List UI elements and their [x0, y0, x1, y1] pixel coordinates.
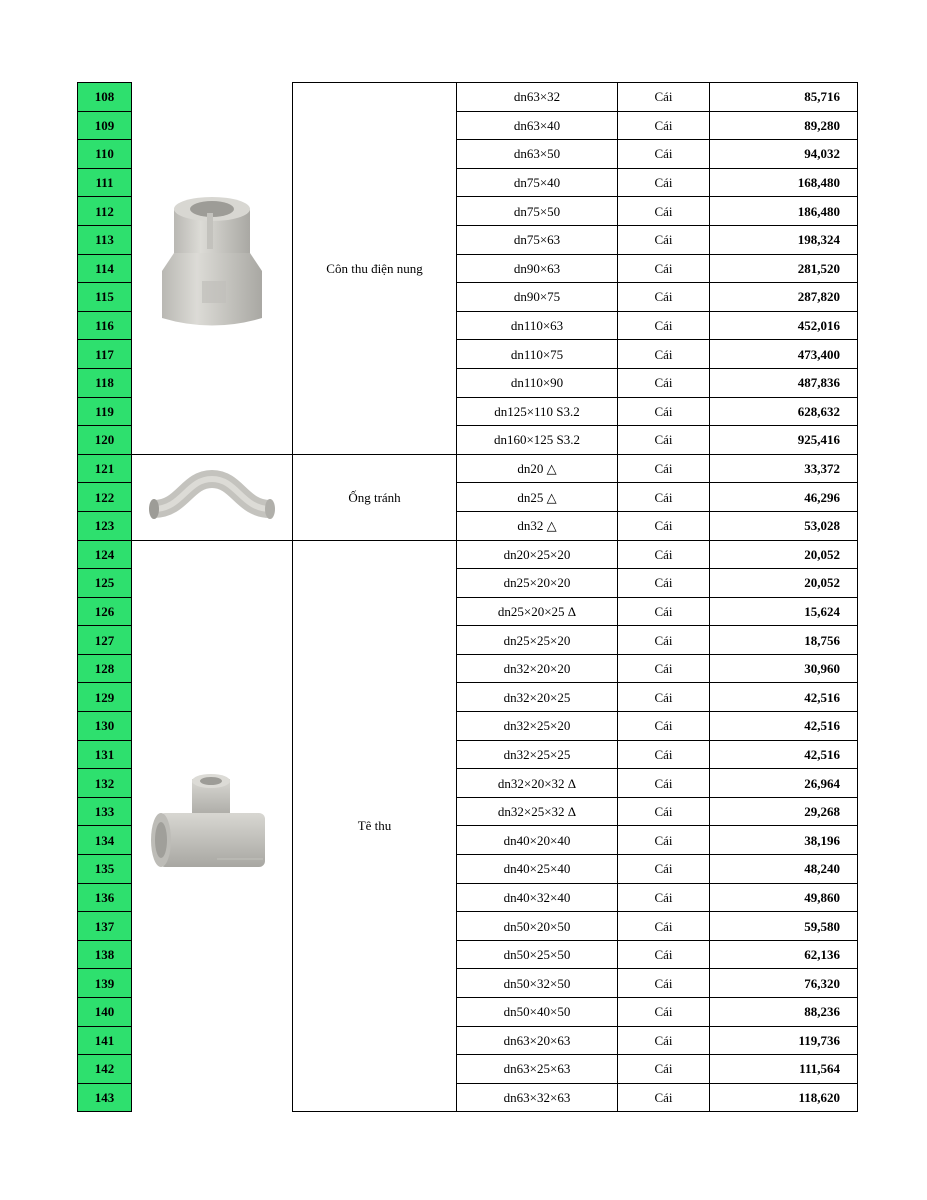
row-number: 116: [78, 311, 132, 340]
price-table: [77, 82, 858, 1112]
spec-cell: dn110×90: [457, 368, 618, 397]
row-number: 111: [78, 168, 132, 197]
product-image: [132, 454, 293, 540]
unit-cell: Cái: [618, 883, 710, 912]
spec-cell: dn32×25×25: [457, 740, 618, 769]
spec-cell: dn32 △: [457, 511, 618, 540]
unit-cell: Cái: [618, 569, 710, 598]
spec-cell: dn110×63: [457, 311, 618, 340]
price-cell: 26,964: [710, 769, 858, 798]
unit-cell: Cái: [618, 111, 710, 140]
product-name: Ống tránh: [293, 454, 457, 540]
row-number: 122: [78, 483, 132, 512]
unit-cell: Cái: [618, 540, 710, 569]
unit-cell: Cái: [618, 940, 710, 969]
spec-cell: dn125×110 S3.2: [457, 397, 618, 426]
unit-cell: Cái: [618, 83, 710, 112]
row-number: 124: [78, 540, 132, 569]
row-number: 142: [78, 1055, 132, 1084]
row-number: 139: [78, 969, 132, 998]
unit-cell: Cái: [618, 225, 710, 254]
price-cell: 473,400: [710, 340, 858, 369]
spec-cell: dn25×20×20: [457, 569, 618, 598]
unit-cell: Cái: [618, 483, 710, 512]
unit-cell: Cái: [618, 998, 710, 1027]
price-cell: 20,052: [710, 569, 858, 598]
row-number: 135: [78, 855, 132, 884]
spec-cell: dn50×25×50: [457, 940, 618, 969]
row-number: 120: [78, 426, 132, 455]
product-image: [132, 83, 293, 455]
row-number: 125: [78, 569, 132, 598]
row-number: 121: [78, 454, 132, 483]
spec-cell: dn75×50: [457, 197, 618, 226]
price-cell: 287,820: [710, 283, 858, 312]
unit-cell: Cái: [618, 654, 710, 683]
row-number: 114: [78, 254, 132, 283]
spec-cell: dn63×25×63: [457, 1055, 618, 1084]
product-image: [132, 540, 293, 1112]
price-cell: 925,416: [710, 426, 858, 455]
spec-cell: dn32×20×25: [457, 683, 618, 712]
product-name: Tê thu: [293, 540, 457, 1112]
spec-cell: dn110×75: [457, 340, 618, 369]
table-row: [78, 83, 858, 112]
unit-cell: Cái: [618, 1083, 710, 1112]
unit-cell: Cái: [618, 283, 710, 312]
price-cell: 20,052: [710, 540, 858, 569]
spec-cell: dn63×32×63: [457, 1083, 618, 1112]
price-cell: 281,520: [710, 254, 858, 283]
price-cell: 487,836: [710, 368, 858, 397]
spec-cell: dn32×25×20: [457, 712, 618, 741]
row-number: 128: [78, 654, 132, 683]
row-number: 117: [78, 340, 132, 369]
spec-cell: dn75×63: [457, 225, 618, 254]
row-number: 118: [78, 368, 132, 397]
price-cell: 89,280: [710, 111, 858, 140]
price-cell: 62,136: [710, 940, 858, 969]
table-row: [78, 454, 858, 483]
spec-cell: dn63×32: [457, 83, 618, 112]
price-cell: 111,564: [710, 1055, 858, 1084]
unit-cell: Cái: [618, 969, 710, 998]
unit-cell: Cái: [618, 1055, 710, 1084]
unit-cell: Cái: [618, 626, 710, 655]
price-cell: 48,240: [710, 855, 858, 884]
unit-cell: Cái: [618, 912, 710, 941]
unit-cell: Cái: [618, 511, 710, 540]
unit-cell: Cái: [618, 197, 710, 226]
row-number: 143: [78, 1083, 132, 1112]
unit-cell: Cái: [618, 340, 710, 369]
price-cell: 15,624: [710, 597, 858, 626]
row-number: 126: [78, 597, 132, 626]
row-number: 138: [78, 940, 132, 969]
unit-cell: Cái: [618, 855, 710, 884]
spec-cell: dn32×20×20: [457, 654, 618, 683]
price-cell: 38,196: [710, 826, 858, 855]
unit-cell: Cái: [618, 797, 710, 826]
spec-cell: dn32×25×32 Δ: [457, 797, 618, 826]
spec-cell: dn20×25×20: [457, 540, 618, 569]
price-cell: 42,516: [710, 712, 858, 741]
spec-cell: dn160×125 S3.2: [457, 426, 618, 455]
row-number: 136: [78, 883, 132, 912]
price-cell: 46,296: [710, 483, 858, 512]
row-number: 132: [78, 769, 132, 798]
price-cell: 49,860: [710, 883, 858, 912]
row-number: 140: [78, 998, 132, 1027]
spec-cell: dn25×20×25 Δ: [457, 597, 618, 626]
spec-cell: dn40×25×40: [457, 855, 618, 884]
crossover-bend-icon: [132, 467, 292, 527]
unit-cell: Cái: [618, 826, 710, 855]
price-cell: 452,016: [710, 311, 858, 340]
unit-cell: Cái: [618, 140, 710, 169]
table-body: [78, 83, 858, 1112]
row-number: 131: [78, 740, 132, 769]
product-name: Côn thu điện nung: [293, 83, 457, 455]
price-cell: 88,236: [710, 998, 858, 1027]
unit-cell: Cái: [618, 311, 710, 340]
price-cell: 119,736: [710, 1026, 858, 1055]
spec-cell: dn63×20×63: [457, 1026, 618, 1055]
row-number: 130: [78, 712, 132, 741]
spec-cell: dn75×40: [457, 168, 618, 197]
price-cell: 76,320: [710, 969, 858, 998]
unit-cell: Cái: [618, 712, 710, 741]
spec-cell: dn40×20×40: [457, 826, 618, 855]
spec-cell: dn63×50: [457, 140, 618, 169]
spec-cell: dn90×75: [457, 283, 618, 312]
row-number: 112: [78, 197, 132, 226]
spec-cell: dn90×63: [457, 254, 618, 283]
price-cell: 168,480: [710, 168, 858, 197]
price-cell: 94,032: [710, 140, 858, 169]
unit-cell: Cái: [618, 769, 710, 798]
spec-cell: dn32×20×32 Δ: [457, 769, 618, 798]
price-cell: 59,580: [710, 912, 858, 941]
row-number: 133: [78, 797, 132, 826]
row-number: 129: [78, 683, 132, 712]
price-cell: 29,268: [710, 797, 858, 826]
unit-cell: Cái: [618, 397, 710, 426]
row-number: 110: [78, 140, 132, 169]
unit-cell: Cái: [618, 426, 710, 455]
row-number: 141: [78, 1026, 132, 1055]
unit-cell: Cái: [618, 254, 710, 283]
price-cell: 53,028: [710, 511, 858, 540]
unit-cell: Cái: [618, 168, 710, 197]
price-cell: 198,324: [710, 225, 858, 254]
row-number: 115: [78, 283, 132, 312]
price-cell: 85,716: [710, 83, 858, 112]
spec-cell: dn50×40×50: [457, 998, 618, 1027]
table-row: [78, 540, 858, 569]
row-number: 134: [78, 826, 132, 855]
spec-cell: dn50×20×50: [457, 912, 618, 941]
price-cell: 186,480: [710, 197, 858, 226]
price-cell: 118,620: [710, 1083, 858, 1112]
spec-cell: dn25 △: [457, 483, 618, 512]
unit-cell: Cái: [618, 740, 710, 769]
spec-cell: dn50×32×50: [457, 969, 618, 998]
unit-cell: Cái: [618, 1026, 710, 1055]
price-cell: 33,372: [710, 454, 858, 483]
reducer-coupling-icon: [132, 193, 292, 343]
spec-cell: dn63×40: [457, 111, 618, 140]
price-cell: 628,632: [710, 397, 858, 426]
spec-cell: dn40×32×40: [457, 883, 618, 912]
spec-cell: dn20 △: [457, 454, 618, 483]
unit-cell: Cái: [618, 454, 710, 483]
price-cell: 18,756: [710, 626, 858, 655]
spec-cell: dn25×25×20: [457, 626, 618, 655]
price-cell: 42,516: [710, 683, 858, 712]
row-number: 113: [78, 225, 132, 254]
unit-cell: Cái: [618, 597, 710, 626]
price-cell: 30,960: [710, 654, 858, 683]
unit-cell: Cái: [618, 368, 710, 397]
row-number: 127: [78, 626, 132, 655]
row-number: 119: [78, 397, 132, 426]
row-number: 108: [78, 83, 132, 112]
unit-cell: Cái: [618, 683, 710, 712]
reducing-tee-icon: [132, 771, 292, 881]
row-number: 109: [78, 111, 132, 140]
row-number: 123: [78, 511, 132, 540]
price-cell: 42,516: [710, 740, 858, 769]
row-number: 137: [78, 912, 132, 941]
